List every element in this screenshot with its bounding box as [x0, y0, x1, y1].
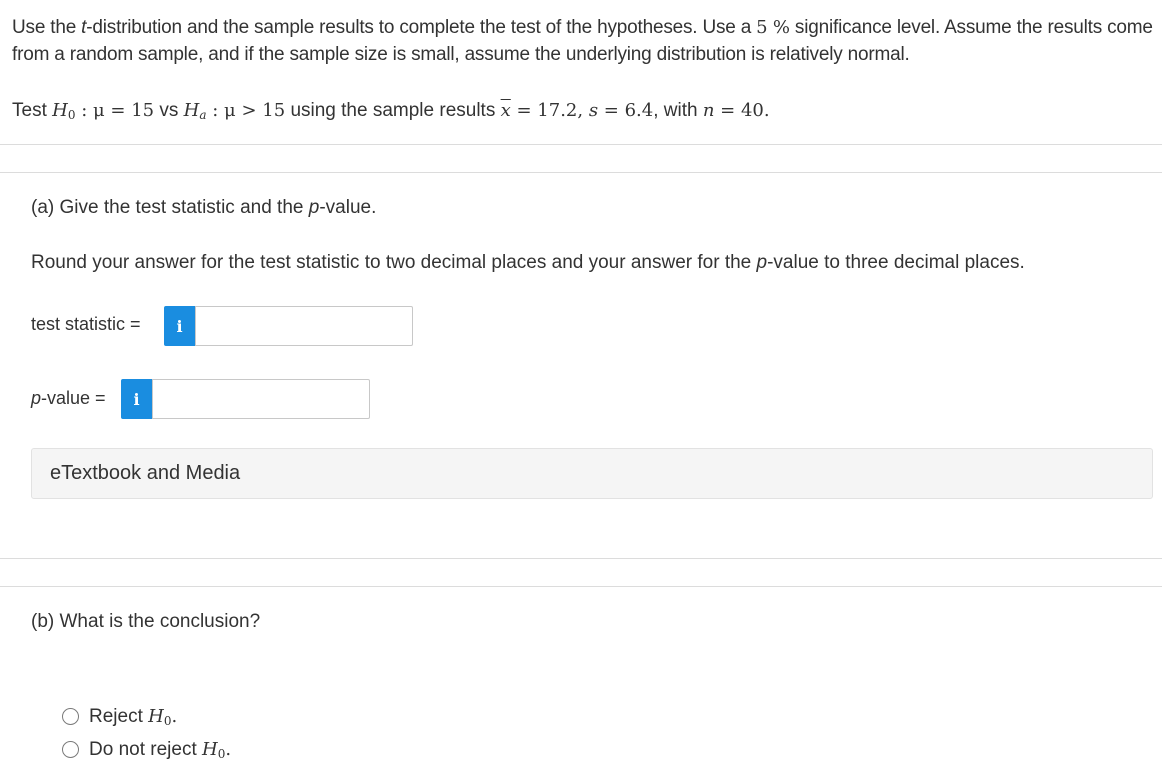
divider [0, 144, 1162, 145]
h0-symbol: H [52, 100, 68, 121]
divider [0, 172, 1162, 173]
h0-expression: : μ = 15 [75, 100, 155, 121]
instructions-p: p [756, 252, 768, 273]
divider [0, 558, 1162, 559]
n-symbol: n [702, 100, 715, 121]
part-a-question-p: p [308, 197, 320, 218]
radio-circle-icon[interactable] [62, 741, 79, 758]
choice-reject-h0[interactable] [62, 703, 177, 730]
hypothesis-statement [12, 97, 1160, 124]
sample-size [703, 100, 770, 121]
intro-text-3: significance level. Assume the results come from a random sample, and if the sample size is small, assume the underlying distribution is relatively normal. [12, 17, 1153, 65]
p-value-input[interactable] [152, 379, 370, 419]
instructions-text-1: Round your answer for the test statistic to two decimal places and your answer for the [31, 252, 757, 273]
xbar-value: = 17.2, [510, 100, 589, 121]
hyp-mid-text: using the sample results [285, 100, 501, 121]
rounding-instructions [31, 249, 1025, 276]
ha-expression: : μ > 15 [206, 100, 286, 121]
hyp-with-text: , with [653, 100, 703, 121]
choice-do-not-reject-h0[interactable] [62, 736, 231, 763]
intro-text-2: -distribution and the sample results to complete the test of the hypotheses. Use a [86, 17, 757, 38]
etextbook-media-button[interactable]: eTextbook and Media [31, 448, 1153, 499]
intro-text-1: Use the [12, 17, 82, 38]
choice-text: Do not reject [89, 739, 197, 760]
part-a-question-text: (a) Give the test statistic and the [31, 197, 309, 218]
part-b-question: (b) What is the conclusion? [31, 611, 261, 632]
problem-intro [12, 14, 1160, 68]
info-icon[interactable]: i [121, 379, 152, 419]
alt-hypothesis [184, 100, 286, 121]
intro-t-italic: t [81, 17, 87, 38]
significance-value: 5 % [756, 17, 790, 38]
p-value-label [31, 385, 106, 412]
divider [0, 586, 1162, 587]
radio-circle-icon[interactable] [62, 708, 79, 725]
choice-text: Reject [89, 706, 143, 727]
test-statistic-label: test statistic = [31, 314, 141, 334]
p-value-label-p: p [31, 388, 42, 408]
h0-subscript: 0 [163, 714, 172, 728]
h0-subscript: 0 [67, 108, 76, 122]
choice-period: . [225, 739, 232, 760]
test-statistic-input[interactable] [195, 306, 413, 346]
h0-subscript: 0 [217, 747, 226, 761]
choice-period: . [171, 706, 178, 727]
ha-symbol: H [183, 100, 200, 121]
xbar-symbol: $\overline{x}$ [500, 100, 511, 121]
info-icon[interactable]: i [164, 306, 195, 346]
hyp-vs: vs [154, 100, 184, 121]
instructions-text-2: -value to three decimal places. [767, 252, 1025, 273]
choice-h0 [202, 736, 231, 763]
p-value-label-rest: -value = [41, 388, 106, 408]
part-a-question-end: -value. [319, 197, 377, 218]
choice-h0 [148, 703, 177, 730]
sample-mean [501, 100, 654, 121]
h0-symbol: H [148, 706, 164, 727]
ha-subscript: a [199, 108, 207, 122]
hyp-lead: Test [12, 100, 53, 121]
s-value: = 6.4 [598, 100, 654, 121]
s-symbol: s [588, 100, 599, 121]
part-a-question [31, 194, 376, 221]
h0-symbol: H [202, 739, 218, 760]
n-value: = 40. [714, 100, 770, 121]
null-hypothesis [52, 100, 154, 121]
